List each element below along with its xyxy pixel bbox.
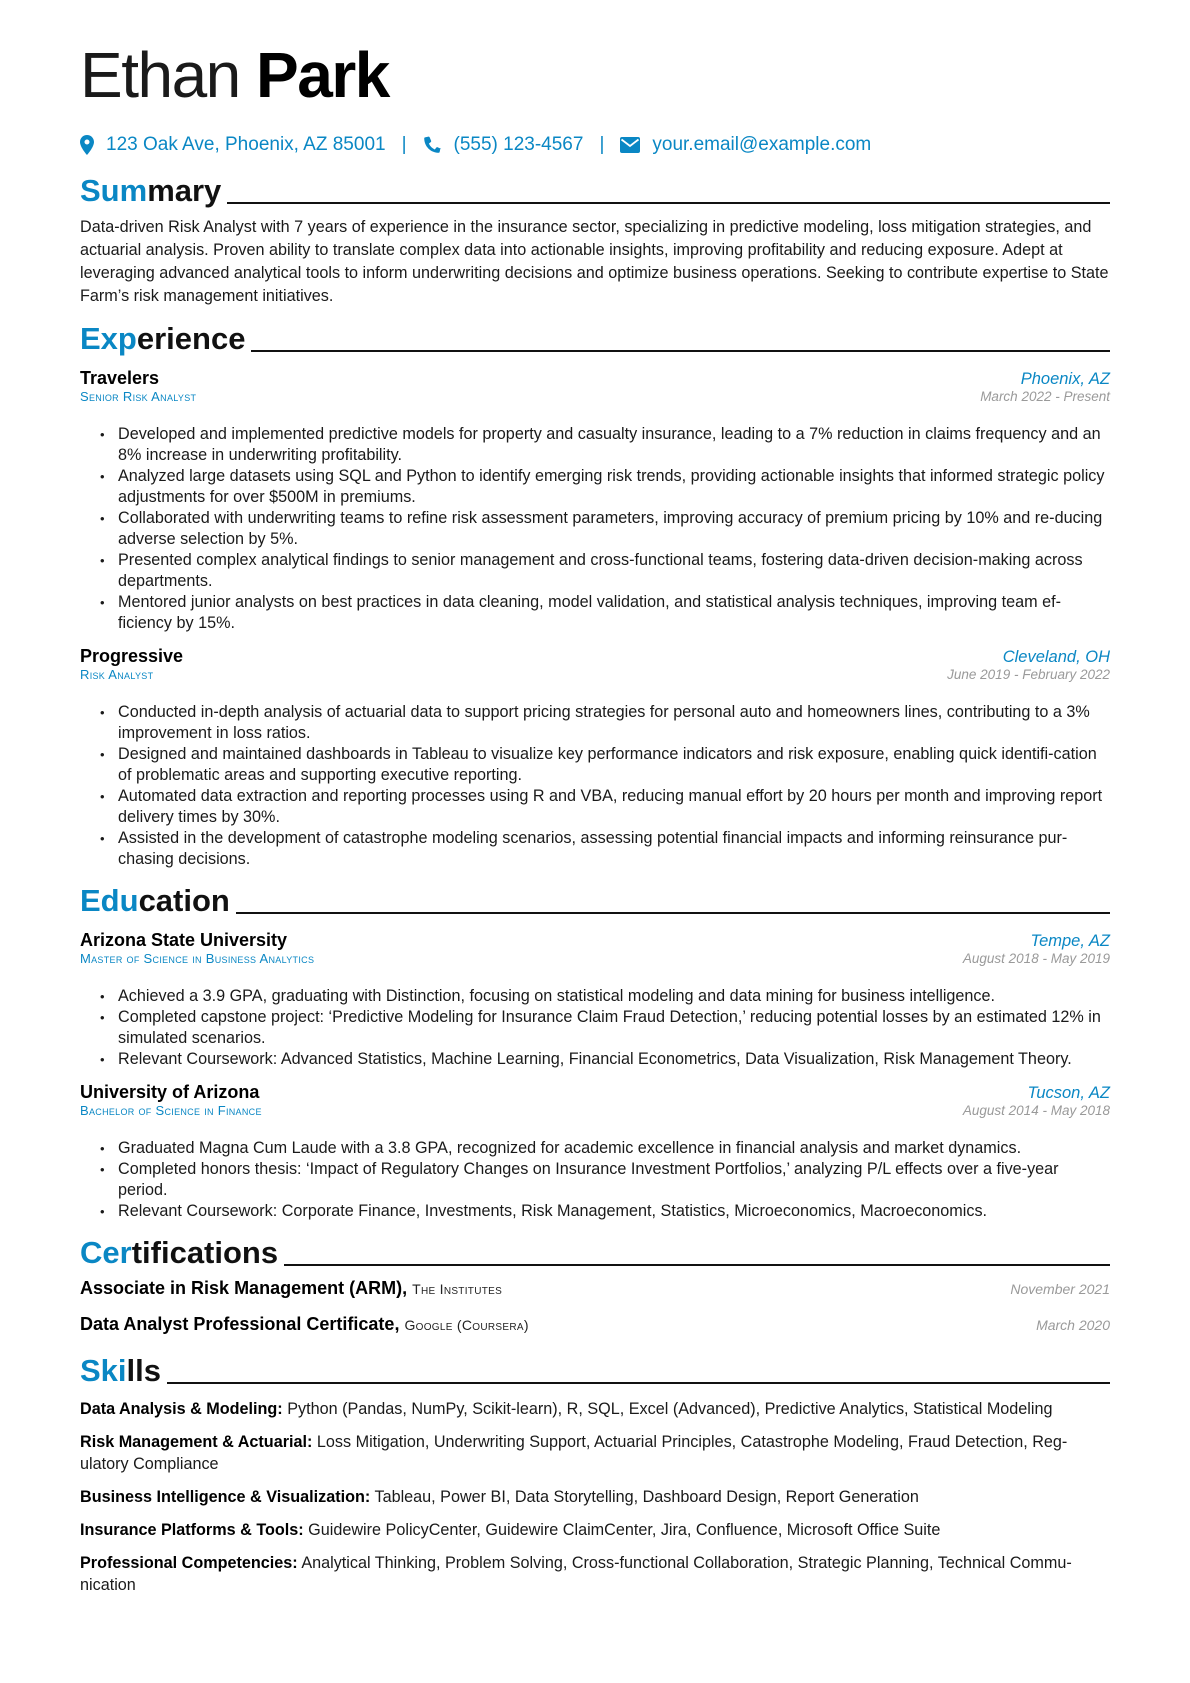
- skill-group: [80, 1431, 1110, 1475]
- cert-name: Associate in Risk Management (ARM): [80, 1277, 403, 1298]
- bullet-item: • Achieved a 3.9 GPA, graduating with Distinction, focusing on statistical modeling and data mining for business intelligence.: [100, 986, 1110, 1007]
- skill-values: Analytical Thinking, Problem Solving, Cross-functional Collaboration, Strategic Planning, Technical Commu-nication: [80, 1553, 1072, 1594]
- section-title: Skills: [80, 1352, 161, 1388]
- cert-name: Data Analyst Professional Certificate: [80, 1313, 395, 1334]
- cert-issuer: The Institutes: [412, 1280, 503, 1297]
- entry-location: Tucson, AZ: [1027, 1083, 1110, 1102]
- bullet-item: • Graduated Magna Cum Laude with a 3.8 GPA, recognized for academic excellence in financial analysis and market dynamics.: [100, 1138, 1110, 1159]
- phone-icon: [423, 135, 442, 154]
- experience-entry: [80, 368, 1110, 634]
- education-entry: [80, 1082, 1110, 1222]
- entry-dates: August 2014 - May 2018: [962, 1102, 1110, 1118]
- skill-values: Loss Mitigation, Underwriting Support, Actuarial Principles, Catastrophe Modeling, Fraud Detection, Reg-ulatory Compliance: [80, 1432, 1068, 1473]
- contact-separator: |: [401, 133, 407, 155]
- skill-group: [80, 1398, 1110, 1420]
- skill-category: Professional Competencies:: [80, 1553, 298, 1572]
- bullet-item: • Analyzed large datasets using SQL and Python to identify emerging risk trends, providing actionable insights that informed strategic policy adjustments for over $500M in premiums.: [100, 466, 1110, 508]
- summary-text: Data-driven Risk Analyst with 7 years of experience in the insurance sector, specializing in predictive modeling, loss mitigation strategies, and actuarial analysis. Proven ability to translate complex data into actionable insights, improving profitability and reducing exposure. Adept at leveraging advanced analytical tools to inform underwriting decisions and optimize business operations. Seeking to contribute expertise to State Farm’s risk management initiatives.: [80, 217, 1109, 305]
- skill-group: [80, 1519, 1110, 1541]
- bullet-list: [80, 986, 1110, 1070]
- bullet-list: [80, 702, 1110, 870]
- last-name: Park: [256, 39, 389, 111]
- section-title: Experience: [80, 320, 246, 356]
- entry-dates: June 2019 - February 2022: [947, 666, 1110, 682]
- section-title: Certifications: [80, 1234, 279, 1270]
- section-divider: [167, 1382, 1110, 1384]
- skill-category: Business Intelligence & Visualization:: [80, 1487, 371, 1506]
- contact-separator: |: [599, 133, 605, 155]
- section-divider: [227, 202, 1110, 204]
- candidate-name: [80, 40, 1110, 112]
- job-title: Senior Risk Analyst: [80, 388, 197, 404]
- skill-category: Risk Management & Actuarial:: [80, 1432, 313, 1451]
- phone-text: (555) 123-4567: [453, 133, 584, 155]
- entry-location: Cleveland, OH: [1002, 647, 1110, 666]
- summary-section-header: [80, 170, 1110, 206]
- entry-location: Tempe, AZ: [1030, 931, 1110, 950]
- entry-dates: August 2018 - May 2019: [962, 950, 1110, 966]
- email-text: your.email@example.com: [652, 133, 872, 155]
- contact-address: [80, 134, 386, 156]
- bullet-item: • Developed and implemented predictive models for property and casualty insurance, leading to a 7% reduction in claims frequency and an 8% increase in underwriting profitability.: [100, 424, 1110, 466]
- entry-location: Phoenix, AZ: [1020, 369, 1110, 388]
- skills-section-header: [80, 1350, 1110, 1386]
- bullet-list: [80, 1138, 1110, 1222]
- envelope-icon: [620, 137, 640, 153]
- bullet-item: • Completed capstone project: ‘Predictive Modeling for Insurance Claim Fraud Detection,’ reducing potential losses by an estimated 12% in simulated scenarios.: [100, 1007, 1110, 1049]
- cert-date: November 2021: [1010, 1280, 1110, 1297]
- contact-phone[interactable]: [423, 134, 584, 156]
- education-entry: [80, 930, 1110, 1070]
- cert-issuer: Google (Coursera): [404, 1316, 529, 1333]
- bullet-item: • Designed and maintained dashboards in Tableau to visualize key performance indicators and risk exposure, enabling quick identifi-cation of problematic areas and supporting executive reporting.: [100, 744, 1110, 786]
- degree-name: Bachelor of Science in Finance: [80, 1102, 262, 1118]
- bullet-item: • Automated data extraction and reporting processes using R and VBA, reducing manual effort by 20 hours per month and improving report delivery times by 30%.: [100, 786, 1110, 828]
- map-marker-icon: [80, 135, 94, 155]
- bullet-item: • Completed honors thesis: ‘Impact of Regulatory Changes on Insurance Investment Portfolios,’ analyzing P/L effects over a five-year period.: [100, 1159, 1110, 1201]
- school-name: University of Arizona: [80, 1081, 260, 1102]
- experience-section-header: [80, 318, 1110, 354]
- bullet-item: • Conducted in-depth analysis of actuarial data to support pricing strategies for personal auto and homeowners lines, contributing to a 3% improvement in loss ratios.: [100, 702, 1110, 744]
- skill-values: Python (Pandas, NumPy, Scikit-learn), R, SQL, Excel (Advanced), Predictive Analytics, Statistical Modeling: [287, 1399, 1053, 1418]
- job-title: Risk Analyst: [80, 666, 154, 682]
- bullet-item: • Collaborated with underwriting teams to refine risk assessment parameters, improving accuracy of premium pricing by 10% and re-ducing adverse selection by 5%.: [100, 508, 1110, 550]
- skill-group: [80, 1552, 1110, 1596]
- education-section-header: [80, 880, 1110, 916]
- entry-dates: March 2022 - Present: [980, 388, 1110, 404]
- certification-item: Data Analyst Professional Certificate, Google (Coursera) March 2020: [80, 1313, 1110, 1334]
- contact-line: [80, 134, 1110, 156]
- cert-date: March 2020: [1036, 1316, 1110, 1333]
- section-divider: [236, 912, 1110, 914]
- section-divider: [284, 1264, 1110, 1266]
- bullet-item: • Assisted in the development of catastrophe modeling scenarios, assessing potential financial impacts and informing reinsurance pur-chasing decisions.: [100, 828, 1110, 870]
- skill-values: Tableau, Power BI, Data Storytelling, Dashboard Design, Report Generation: [374, 1487, 919, 1506]
- contact-email[interactable]: [620, 134, 871, 156]
- section-title: Education: [80, 882, 230, 918]
- experience-entry: [80, 646, 1110, 870]
- bullet-item: • Mentored junior analysts on best practices in data cleaning, model validation, and statistical analysis techniques, improving team ef-ficiency by 15%.: [100, 592, 1110, 634]
- bullet-item: • Relevant Coursework: Corporate Finance, Investments, Risk Management, Statistics, Microeconomics, Macroeconomics.: [100, 1201, 1110, 1222]
- first-name: Ethan: [80, 39, 240, 111]
- company-name: Travelers: [80, 367, 160, 388]
- certifications-section-header: [80, 1232, 1110, 1268]
- bullet-item: • Presented complex analytical findings to senior management and cross-functional teams, fostering data-driven decision-making across departments.: [100, 550, 1110, 592]
- section-divider: [251, 350, 1110, 352]
- bullet-list: [80, 424, 1110, 634]
- skill-group: [80, 1486, 1110, 1508]
- company-name: Progressive: [80, 645, 184, 666]
- certification-item: Associate in Risk Management (ARM), The Institutes November 2021: [80, 1277, 1110, 1298]
- school-name: Arizona State University: [80, 929, 288, 950]
- section-title: Summary: [80, 172, 222, 208]
- address-text: 123 Oak Ave, Phoenix, AZ 85001: [106, 133, 386, 155]
- bullet-item: • Relevant Coursework: Advanced Statistics, Machine Learning, Financial Econometrics, Data Visualization, Risk Management Theory.: [100, 1049, 1110, 1070]
- skill-category: Insurance Platforms & Tools:: [80, 1520, 304, 1539]
- skill-values: Guidewire PolicyCenter, Guidewire ClaimCenter, Jira, Confluence, Microsoft Office Suite: [308, 1520, 941, 1539]
- skill-category: Data Analysis & Modeling:: [80, 1399, 283, 1418]
- degree-name: Master of Science in Business Analytics: [80, 950, 315, 966]
